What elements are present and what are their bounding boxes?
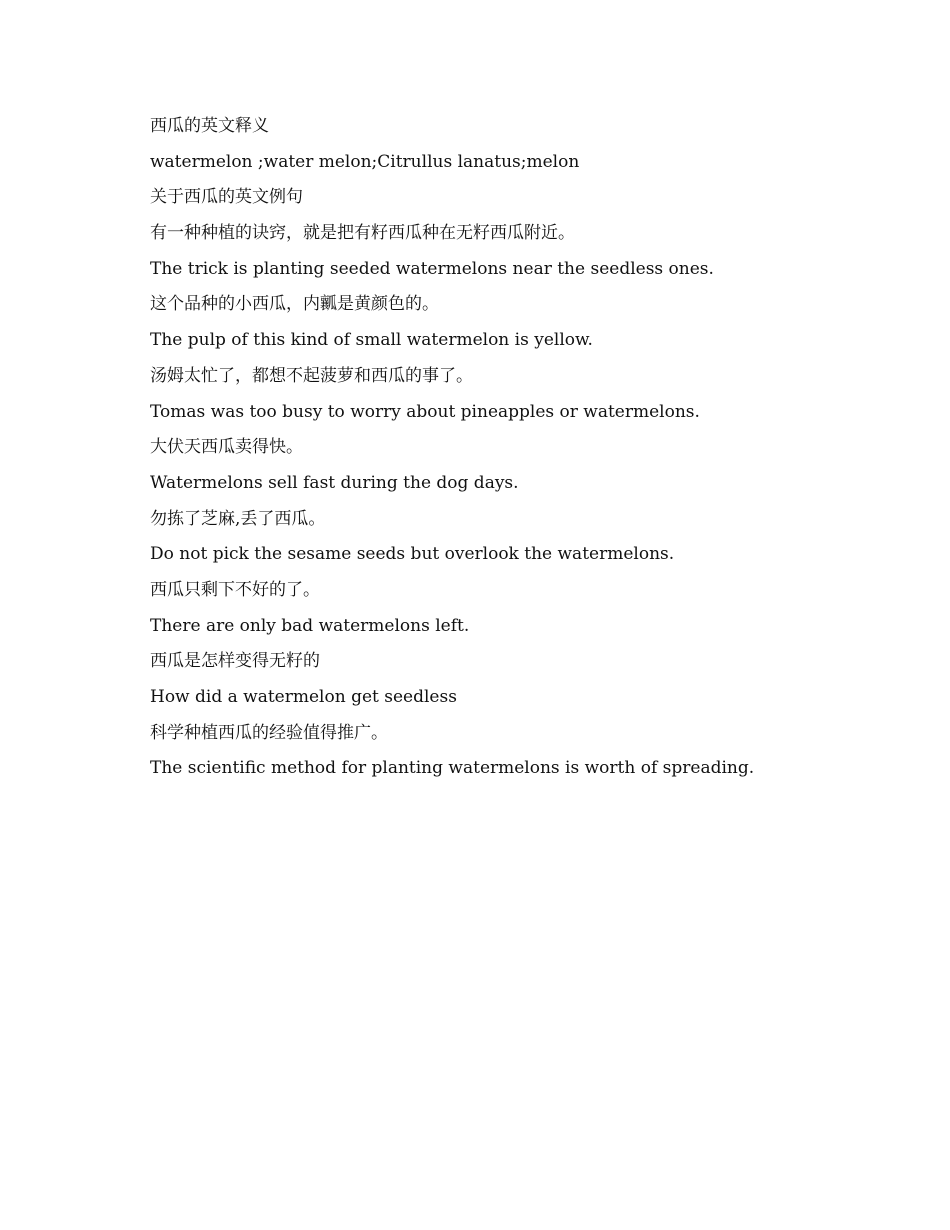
- example-3-english: Tomas was too busy to worry about pineapples or watermelons.: [150, 401, 700, 422]
- example-1-chinese: 有一种种植的诀窍，就是把有籽西瓜种在无籽西瓜附近。: [150, 223, 575, 244]
- example-5-english: Do not pick the sesame seeds but overlook the watermelons.: [150, 544, 675, 565]
- example-5-chinese: 勿拣了芝麻,丢了西瓜。: [150, 508, 326, 529]
- example-2-english: The pulp of this kind of small watermelon is yellow.: [150, 330, 593, 351]
- example-7-chinese: 西瓜是怎样变得无籽的: [150, 651, 320, 672]
- example-4-chinese: 大伏天西瓜卖得快。: [150, 437, 303, 458]
- english-translations: watermelon ;water melon;Citrullus lanatus;melon: [150, 151, 580, 172]
- document-content: [150, 112, 870, 790]
- example-2-chinese: 这个品种的小西瓜，内瓤是黄颜色的。: [150, 294, 439, 315]
- heading-english-meaning: 西瓜的英文释义: [150, 116, 269, 136]
- example-8-english: The scientific method for planting watermelons is worth of spreading.: [150, 758, 755, 779]
- example-6-english: There are only bad watermelons left.: [150, 615, 470, 636]
- example-6-chinese: 西瓜只剩下不好的了。: [150, 579, 320, 600]
- example-4-english: Watermelons sell fast during the dog days.: [150, 472, 519, 493]
- example-8-chinese: 科学种植西瓜的经验值得推广。: [150, 722, 388, 743]
- example-3-chinese: 汤姆太忙了，都想不起菠萝和西瓜的事了。: [150, 365, 473, 386]
- example-1-english: The trick is planting seeded watermelons near the seedless ones.: [150, 258, 714, 279]
- example-7-english: How did a watermelon get seedless: [150, 687, 457, 707]
- heading-example-sentences: 关于西瓜的英文例句: [150, 187, 303, 208]
